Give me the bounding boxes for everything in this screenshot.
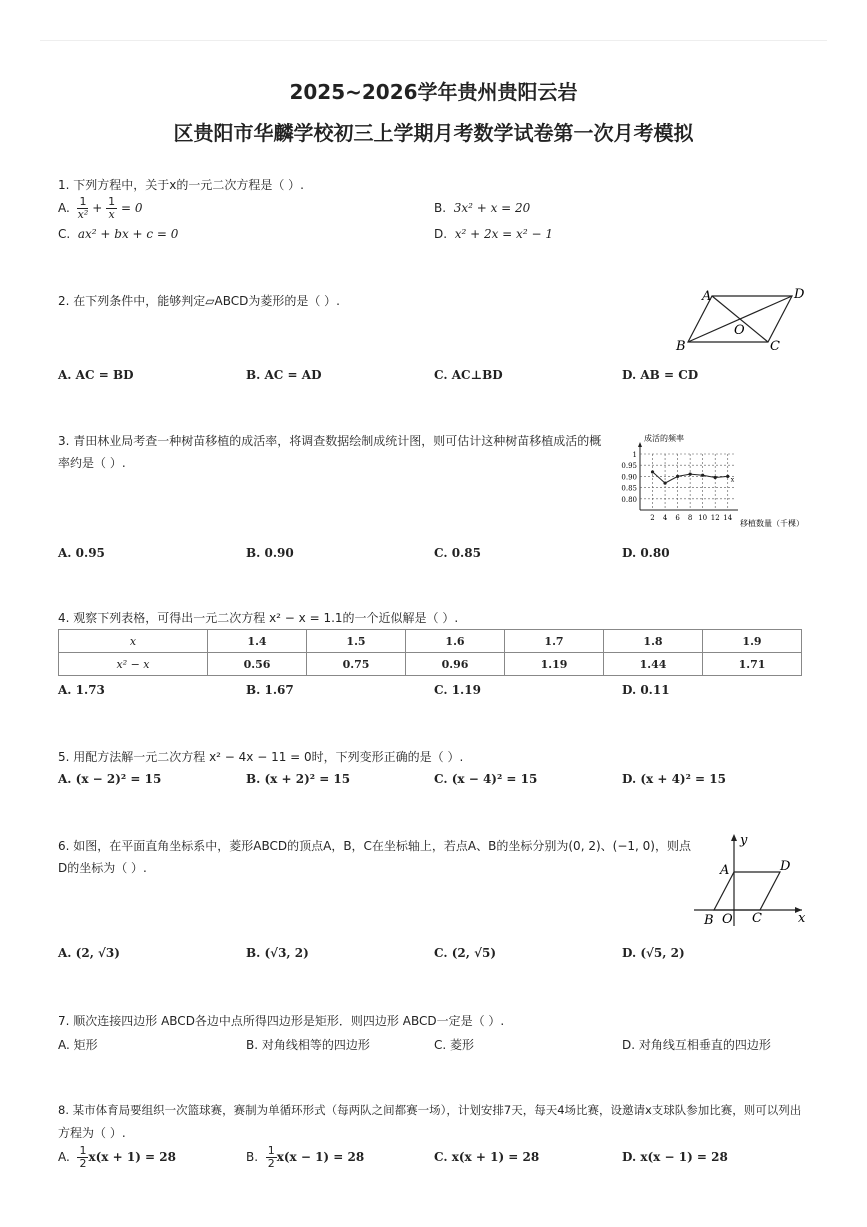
q7-option-d[interactable]: D. 对角线互相垂直的四边形 <box>622 1038 771 1052</box>
table-cell: 0.96 <box>406 653 505 676</box>
q5-stem: 5. 用配方法解一元二次方程 x² − 4x − 11 = 0时，下列变形正确的是（ ）. <box>58 750 464 764</box>
chart-point <box>663 482 666 485</box>
q8-option-b[interactable] <box>246 1145 364 1170</box>
q5-option-d[interactable]: D. (x + 4)² = 15 <box>622 772 726 786</box>
chart-xtick-label: 4 <box>662 514 668 522</box>
chart-grid <box>640 454 734 510</box>
q7-option-a[interactable]: A. 矩形 <box>58 1038 98 1052</box>
frac-1-over-x: $\frac{1}{x}$ <box>108 195 116 221</box>
q6-option-a[interactable]: A. (2, √3) <box>58 946 120 960</box>
table-cell: 1.6 <box>406 630 505 653</box>
q8-option-a[interactable] <box>58 1145 176 1170</box>
label-D: D <box>794 287 805 302</box>
q6-coordinate-figure <box>690 830 810 928</box>
label-C: C <box>752 911 762 926</box>
q8-b-tail: x(x − 1) = 28 <box>276 1150 365 1164</box>
label-C: C <box>770 339 780 354</box>
label-O: O <box>734 323 745 338</box>
q3-option-d[interactable]: D. 0.80 <box>622 546 670 560</box>
q1-a-tail: = 0 <box>120 201 143 215</box>
table-cell: 1.4 <box>208 630 307 653</box>
chart-series <box>651 470 735 484</box>
q1-c-expr: ax² + bx + c = 0 <box>77 227 179 241</box>
chart-point <box>714 476 717 479</box>
table-row <box>59 630 802 653</box>
q1-b-expr: 3x² + x = 20 <box>453 201 531 215</box>
q2-stem: 2. 在下列条件中，能够判定▱ABCD为菱形的是（ ）. <box>58 294 340 308</box>
q8-a-label: A. <box>58 1150 70 1164</box>
q6-option-d[interactable]: D. (√5, 2) <box>622 946 685 960</box>
q2-parallelogram-figure <box>670 284 810 354</box>
q7-stem: 7. 顺次连接四边形 ABCD各边中点所得四边形是矩形．则四边形 ABCD一定是（ ）. <box>58 1014 505 1028</box>
q1-d-expr: x² + 2x = x² − 1 <box>454 227 553 241</box>
q6-option-c[interactable]: C. (2, √5) <box>434 946 496 960</box>
label-A: A <box>702 289 712 304</box>
table-cell: 0.56 <box>208 653 307 676</box>
q1-option-d[interactable] <box>434 227 553 241</box>
q2-option-d[interactable]: D. AB = CD <box>622 368 699 382</box>
chart-ytick-label: 0.80 <box>621 495 637 504</box>
q1-option-c[interactable] <box>58 227 178 241</box>
chart-end-label: x <box>730 476 735 484</box>
q5-option-a[interactable]: A. (x − 2)² = 15 <box>58 772 162 786</box>
q4-stem: 4. 观察下列表格，可得出一元二次方程 x² − x = 1.1的一个近似解是（ ）. <box>58 611 459 625</box>
q4-option-d[interactable]: D. 0.11 <box>622 683 670 697</box>
chart-point <box>689 473 692 476</box>
table-cell: 1.44 <box>604 653 703 676</box>
chart-ticks <box>621 451 732 522</box>
chart-point <box>651 470 654 473</box>
table-cell: 1.9 <box>703 630 802 653</box>
q4-option-b[interactable]: B. 1.67 <box>246 683 294 697</box>
q4-value-table <box>58 629 802 676</box>
q8-option-c[interactable]: C. x(x + 1) = 28 <box>434 1150 540 1164</box>
label-O: O <box>722 912 733 927</box>
label-B: B <box>704 913 714 928</box>
chart-ytick-label: 1 <box>632 451 637 459</box>
q8-stem-line1: 8. 某市体育局要组织一次篮球赛，赛制为单循环形式（每两队之间都赛一场），计划安排7天，每天4场比赛，设邀请x支球队参加比赛，则可以列出 <box>58 1103 802 1117</box>
label-B: B <box>676 339 686 354</box>
chart-point <box>676 475 679 478</box>
table-cell: 0.75 <box>307 653 406 676</box>
q2-option-a[interactable]: A. AC = BD <box>58 368 134 382</box>
table-row <box>59 653 802 676</box>
chart-xtick-label: 12 <box>710 514 720 522</box>
q1-stem: 1. 下列方程中，关于x的一元二次方程是（ ）. <box>58 178 304 192</box>
chart-point <box>726 475 729 478</box>
q6-stem-line1: 6. 如图，在平面直角坐标系中，菱形ABCD的顶点A，B，C在坐标轴上，若点A、B的坐标分别为(0, 2)、(−1, 0)，则点 <box>58 839 691 853</box>
q1-d-label: D. <box>434 227 448 241</box>
chart-ytick-label: 0.90 <box>621 473 637 482</box>
frac-1-over-x2: $\frac{1}{\text{x²}}$ <box>77 195 89 221</box>
q1-option-a[interactable]: A. $\frac{1}{\text{x²}}$ + $\frac{1}{x}$ = 0 <box>58 195 143 221</box>
q3-survival-rate-chart <box>616 430 812 532</box>
table-cell: 1.71 <box>703 653 802 676</box>
q3-option-a[interactable]: A. 0.95 <box>58 546 105 560</box>
page-title-line1: 2025~2026学年贵州贵阳云岩 <box>289 80 578 104</box>
chart-xtick-label: 8 <box>687 514 693 522</box>
q8-b-label: B. <box>246 1150 259 1164</box>
label-A: A <box>720 863 730 878</box>
q4-option-a[interactable]: A. 1.73 <box>58 683 105 697</box>
chart-ylabel: 成活的频率 <box>644 434 684 443</box>
axis-label-x: x <box>798 911 806 926</box>
chart-xtick-label: 10 <box>698 514 708 522</box>
frac-1-over-2: $\frac{1}{2}$ <box>79 1144 87 1170</box>
q5-option-c[interactable]: C. (x − 4)² = 15 <box>434 772 538 786</box>
chart-xlabel: 移植数量（千棵） <box>740 519 804 528</box>
page-title-line2: 区贵阳市华麟学校初三上学期月考数学试卷第一次月考模拟 <box>173 121 694 145</box>
q8-a-tail: x(x + 1) = 28 <box>88 1150 176 1164</box>
q6-stem-line2: D的坐标为（ ）. <box>58 861 147 875</box>
chart-y-arrow <box>638 442 642 447</box>
q1-b-label: B. <box>434 201 447 215</box>
q4-option-c[interactable]: C. 1.19 <box>434 683 481 697</box>
table-cell: 1.8 <box>604 630 703 653</box>
q2-option-c[interactable]: C. AC⊥BD <box>434 368 503 382</box>
chart-ytick-label: 0.85 <box>621 484 637 493</box>
q7-option-b[interactable]: B. 对角线相等的四边形 <box>246 1038 370 1052</box>
q3-option-b[interactable]: B. 0.90 <box>246 546 294 560</box>
table-head-x: x <box>59 630 208 653</box>
label-D: D <box>780 859 791 874</box>
q8-stem-line2: 方程为（ ）. <box>58 1126 126 1140</box>
q1-c-label: C. <box>58 227 71 241</box>
top-rule <box>40 40 827 41</box>
chart-point <box>701 474 704 477</box>
q7-option-c[interactable]: C. 菱形 <box>434 1038 475 1052</box>
q3-stem: 3. 青田林业局考查一种树苗移植的成活率，将调查数据绘制成统计图，则可估计这种树苗移植成活的概率约是（ ）. <box>58 434 602 470</box>
q6-option-b[interactable]: B. (√3, 2) <box>246 946 309 960</box>
q1-option-b[interactable] <box>434 201 530 215</box>
chart-xtick-label: 6 <box>675 514 680 522</box>
table-cell: 1.19 <box>505 653 604 676</box>
axis-label-y: y <box>740 833 748 848</box>
q3-option-c[interactable]: C. 0.85 <box>434 546 481 560</box>
q1-a-label: A. <box>58 201 70 215</box>
frac-1-over-2: $\frac{1}{2}$ <box>267 1144 275 1170</box>
chart-ytick-label: 0.95 <box>621 462 637 471</box>
table-cell: 1.7 <box>505 630 604 653</box>
q2-option-b[interactable]: B. AC = AD <box>246 368 322 382</box>
q5-option-b[interactable]: B. (x + 2)² = 15 <box>246 772 351 786</box>
table-head-x2-minus-x: x² − x <box>59 653 208 676</box>
chart-xtick-label: 2 <box>650 514 655 522</box>
table-cell: 1.5 <box>307 630 406 653</box>
chart-axes <box>638 442 738 510</box>
q8-option-d[interactable]: D. x(x − 1) = 28 <box>622 1150 728 1164</box>
chart-xtick-label: 14 <box>723 514 733 522</box>
